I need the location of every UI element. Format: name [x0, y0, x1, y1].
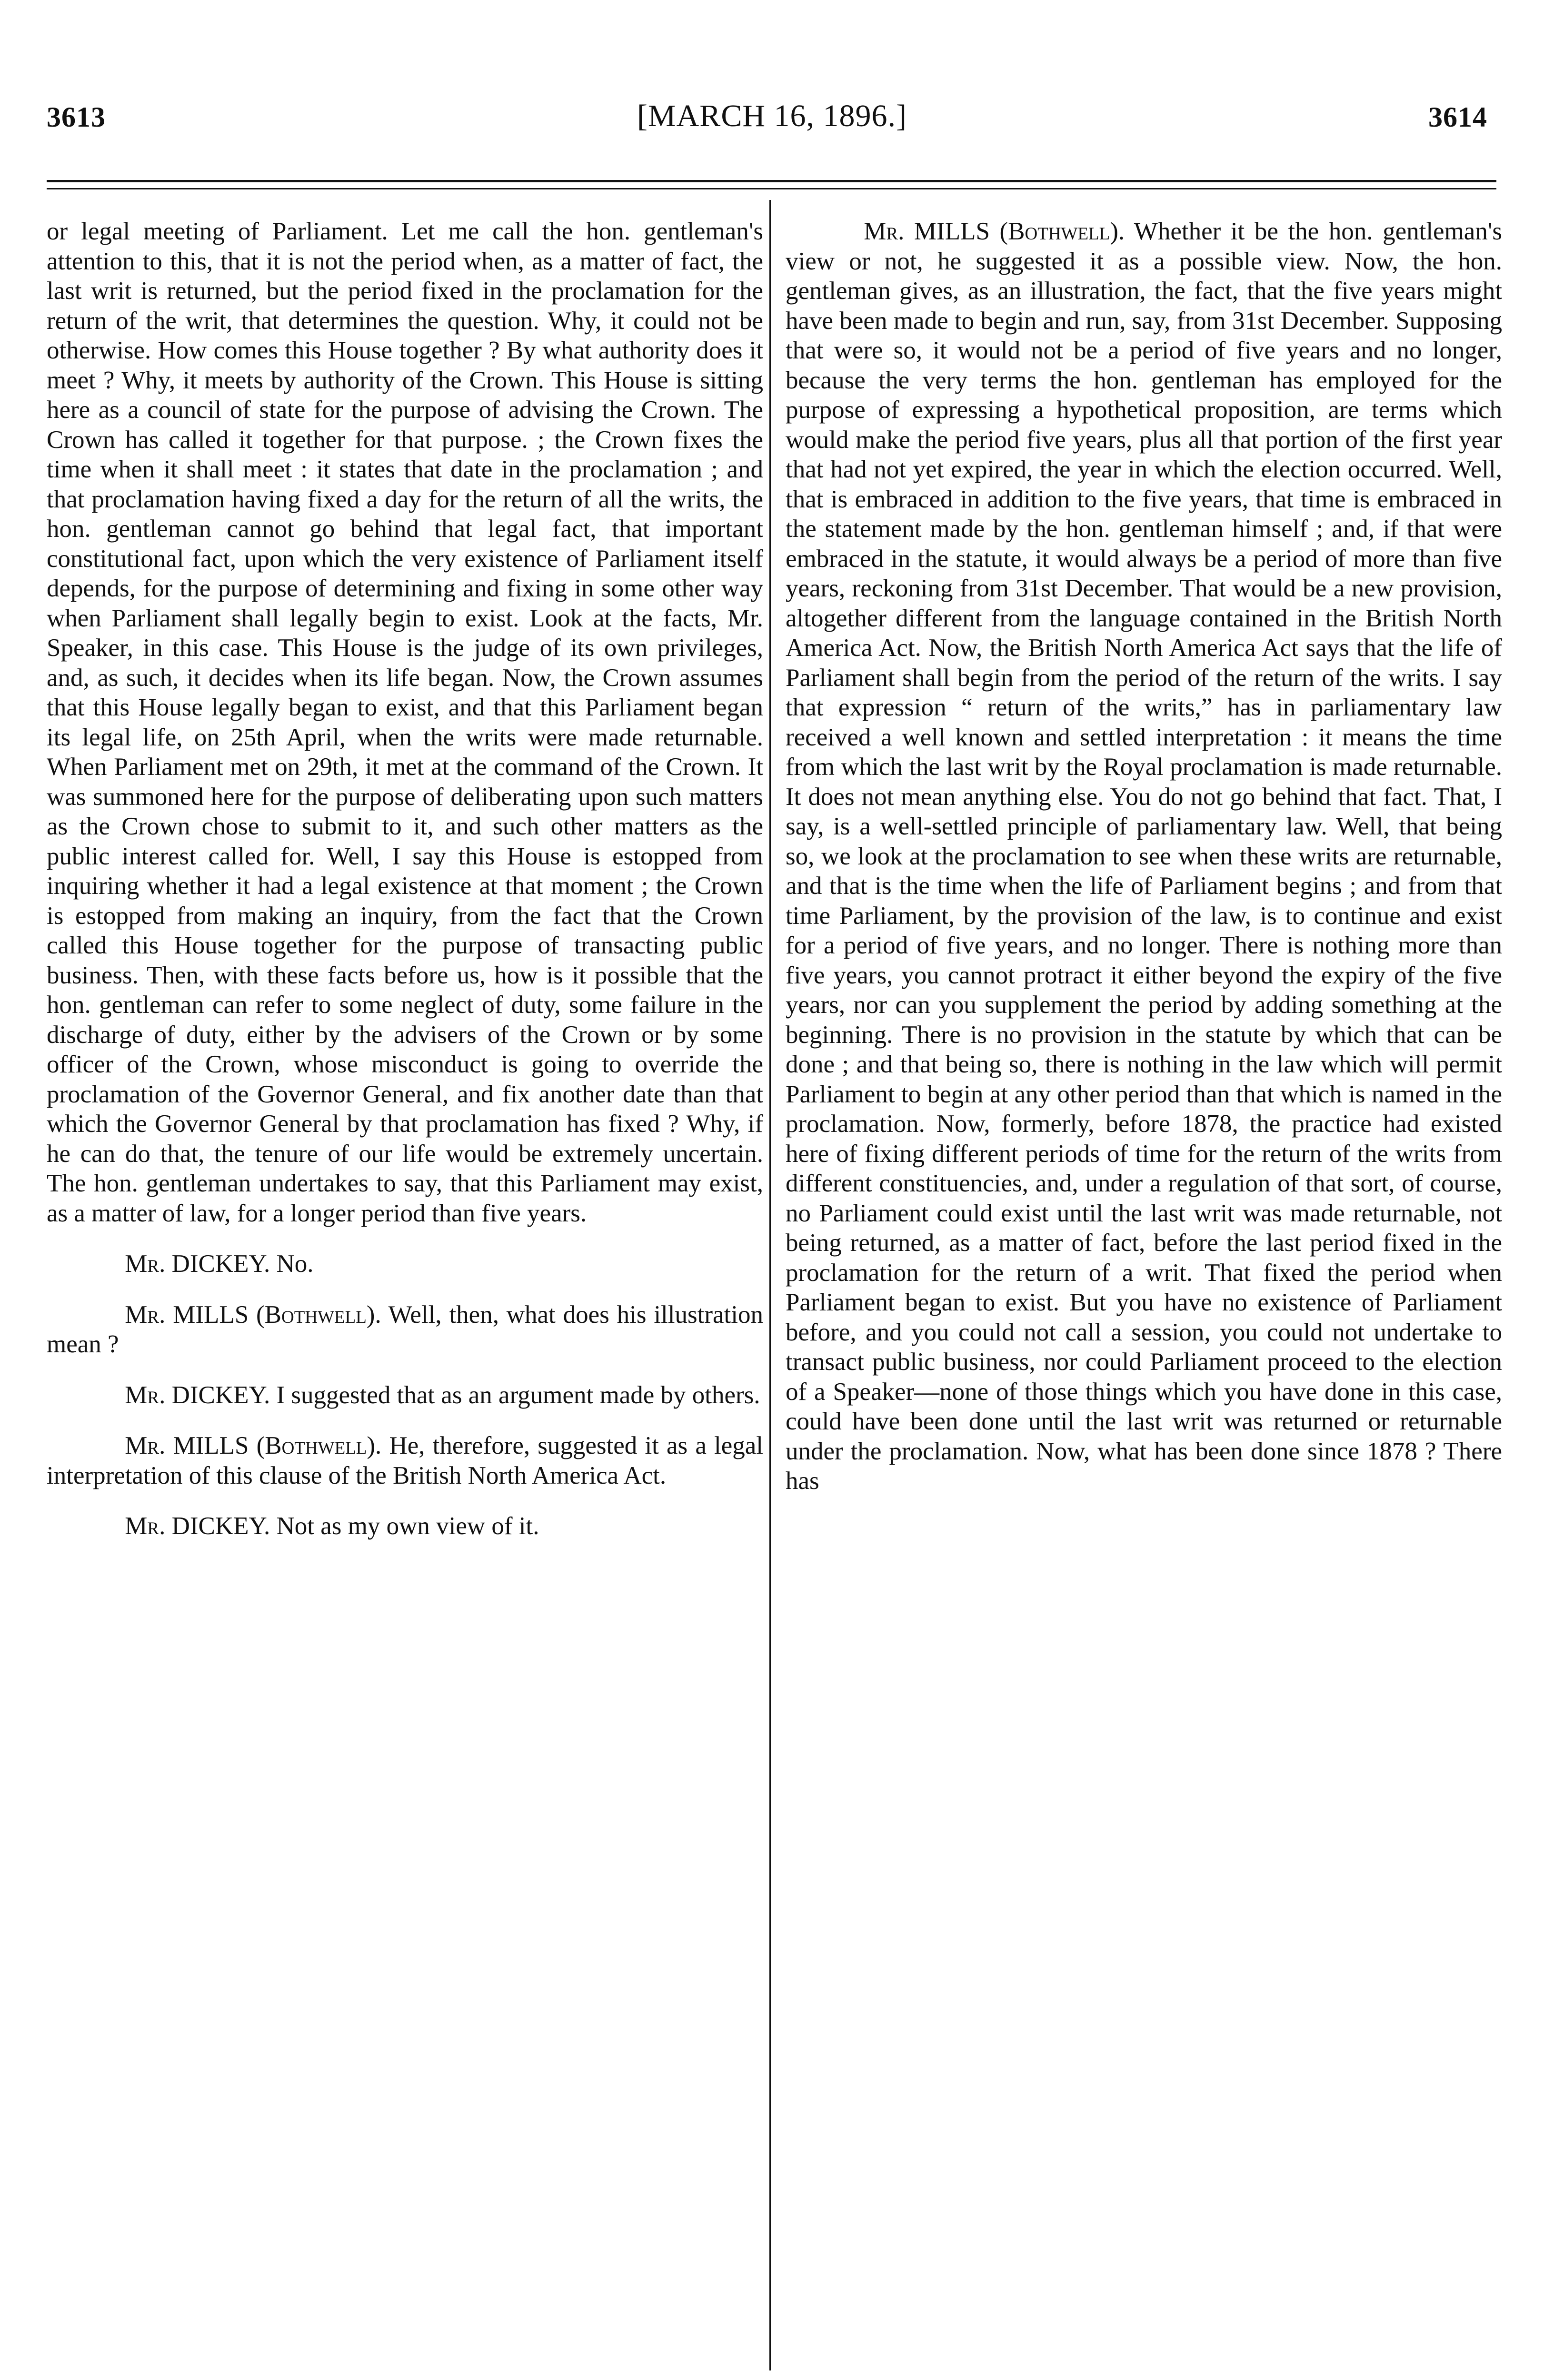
speech-text: He, therefore, suggested it as a legal interpretation of this clause of the British North America Act. — [47, 1432, 763, 1489]
paragraph — [47, 1300, 763, 1359]
paragraph — [47, 1380, 763, 1410]
column-divider — [769, 200, 771, 2370]
header-rule-thick — [47, 180, 1496, 182]
speech-text: or legal meeting of Parliament. Let me call the hon. gentleman's attention to this, that it is not the period when, as a matter of fact, the last writ is returned, but the period fixed in the proclamation for the return of the writ, that determines the question. Why, it could not be otherwise. How comes this House together ? By what authority does it meet ? Why, it meets by authority of the Crown. This House is sitting here as a council of state for the purpose of advising the Crown. The Crown has called it together for that purpose. ; the Crown fixes the time when it shall meet : it states that date in the proclamation ; and that proclamation having fixed a day for the return of all the writs, the hon. gentleman cannot go behind that legal fact, that important constitutional fact, upon which the very existence of Parliament itself depends, for the purpose of determining and fixing in some other way when Parliament shall legally begin to exist. Look at the facts, Mr. Speaker, in this case. This House is the judge of its own privileges, and, as such, it decides when its life began. Now, the Crown assumes that this House legally began to exist, and that this Parliament began its legal life, on 25th April, when the writs were made returnable. When Parliament met on 29th, it met at the command of the Crown. It was summoned here for the purpose of deliberating upon such matters as the Crown chose to submit to it, and such other matters as the public interest called for. Well, I say this House is estopped from inquiring whether it had a legal existence at that moment ; the Crown is estopped from making an inquiry, from the fact that the Crown called this House together for the purpose of transacting public business. Then, with these facts before us, how is it possible that the hon. gentleman can refer to some neglect of duty, some failure in the discharge of duty, either by the advisers of the Crown or by some officer of the Crown, whose misconduct is going to override the proclamation of the Governor General, and fix another date than that which the Governor General by that proclamation has fixed ? Why, if he can do that, the tenure of our life would be extremely uncertain. The hon. gentleman undertakes to say, that this Parliament may exist, as a matter of law, for a longer period than five years. — [47, 218, 763, 1227]
page-header — [0, 0, 1544, 181]
speaker-name: Mr. MILLS (Bothwell). — [125, 1300, 381, 1329]
speaker-name: Mr. MILLS (Bothwell). — [864, 218, 1125, 245]
paragraph — [47, 217, 763, 1228]
speech-text: I suggested that as an argument made by others. — [276, 1381, 760, 1409]
paragraph — [47, 1249, 763, 1279]
speaker-name: Mr. DICKEY. — [125, 1381, 270, 1409]
speaker-name: Mr. DICKEY. — [125, 1512, 270, 1540]
speech-text: Whether it be the hon. gentleman's view or not, he suggested it as a possible view. Now, the hon. gentleman gives, as an illustration, the fact, that the five years might have been made to begin and run, say, from 31st December. Supposing that were so, it would not be a period of five years and no longer, because the very terms the hon. gentleman has employed for the purpose of expressing a hypothetical proposition, are terms which would make the period five years, plus all that portion of the first year that had not yet expired, the year in which the election occurred. Well, that is embraced in addition to the five years, that time is embraced in the statement made by the hon. gentleman himself ; and, if that were embraced in the statute, it would always be a period of more than five years, reckoning from 31st December. That would be a new provision, altogether different from the language contained in the British North America Act. Now, the British North America Act says that the life of Parliament shall begin from the period of the return of the writs. I say that expression “ return of the writs,” has in parliamentary law received a well known and settled interpretation : it means the time from which the last writ by the Royal proclamation is made returnable. It does not mean anything else. You do not go behind that fact. That, I say, is a well-settled principle of parliamentary law. Well, that being so, we look at the proclamation to see when these writs are returnable, and that is the time when the life of Parliament begins ; and from that time Parliament, by the provision of the law, is to continue and exist for a period of five years, and no longer. There is nothing more than five years, you cannot protract it either beyond the expiry of the five years, nor can you supplement the period by adding something at the beginning. There is no provision in the statute by which that can be done ; and that being so, there is nothing in the law which will permit Parliament to begin at any other period than that which is named in the proclamation. Now, formerly, before 1878, the practice had existed here of fixing different periods of time for the return of the writs from different constituencies, and, under a regulation of that sort, of course, no Parliament could exist until the last writ was made returnable, not being returned, as a matter of fact, before the last period fixed in the proclamation for the return of a writ. That fixed the period when Parliament began to exist. But you have no existence of Parliament before, and you could not call a session, you could not undertake to transact public business, nor could Parliament proceed to the election of a Speaker—none of those things which you have done in this case, could have been done until the last writ was returned or returnable under the proclamation. Now, what has been done since 1878 ? There has — [786, 218, 1502, 1495]
right-column — [786, 217, 1502, 1496]
left-column — [47, 217, 763, 1541]
speech-text: No. — [276, 1250, 314, 1278]
paragraph — [47, 1431, 763, 1490]
speaker-name: Mr. MILLS (Bothwell). — [125, 1432, 382, 1459]
paragraph — [47, 1511, 763, 1541]
speech-text: Not as my own view of it. — [276, 1512, 539, 1540]
header-rule-thin — [47, 188, 1496, 189]
header-date: [MARCH 16, 1896.] — [637, 99, 907, 133]
left-page-number: 3613 — [47, 101, 106, 133]
paragraph — [786, 217, 1502, 1496]
speaker-name: Mr. DICKEY. — [125, 1250, 270, 1278]
right-page-number: 3614 — [1428, 101, 1487, 133]
speech-text: Well, then, what does his illustration mean ? — [47, 1300, 763, 1358]
